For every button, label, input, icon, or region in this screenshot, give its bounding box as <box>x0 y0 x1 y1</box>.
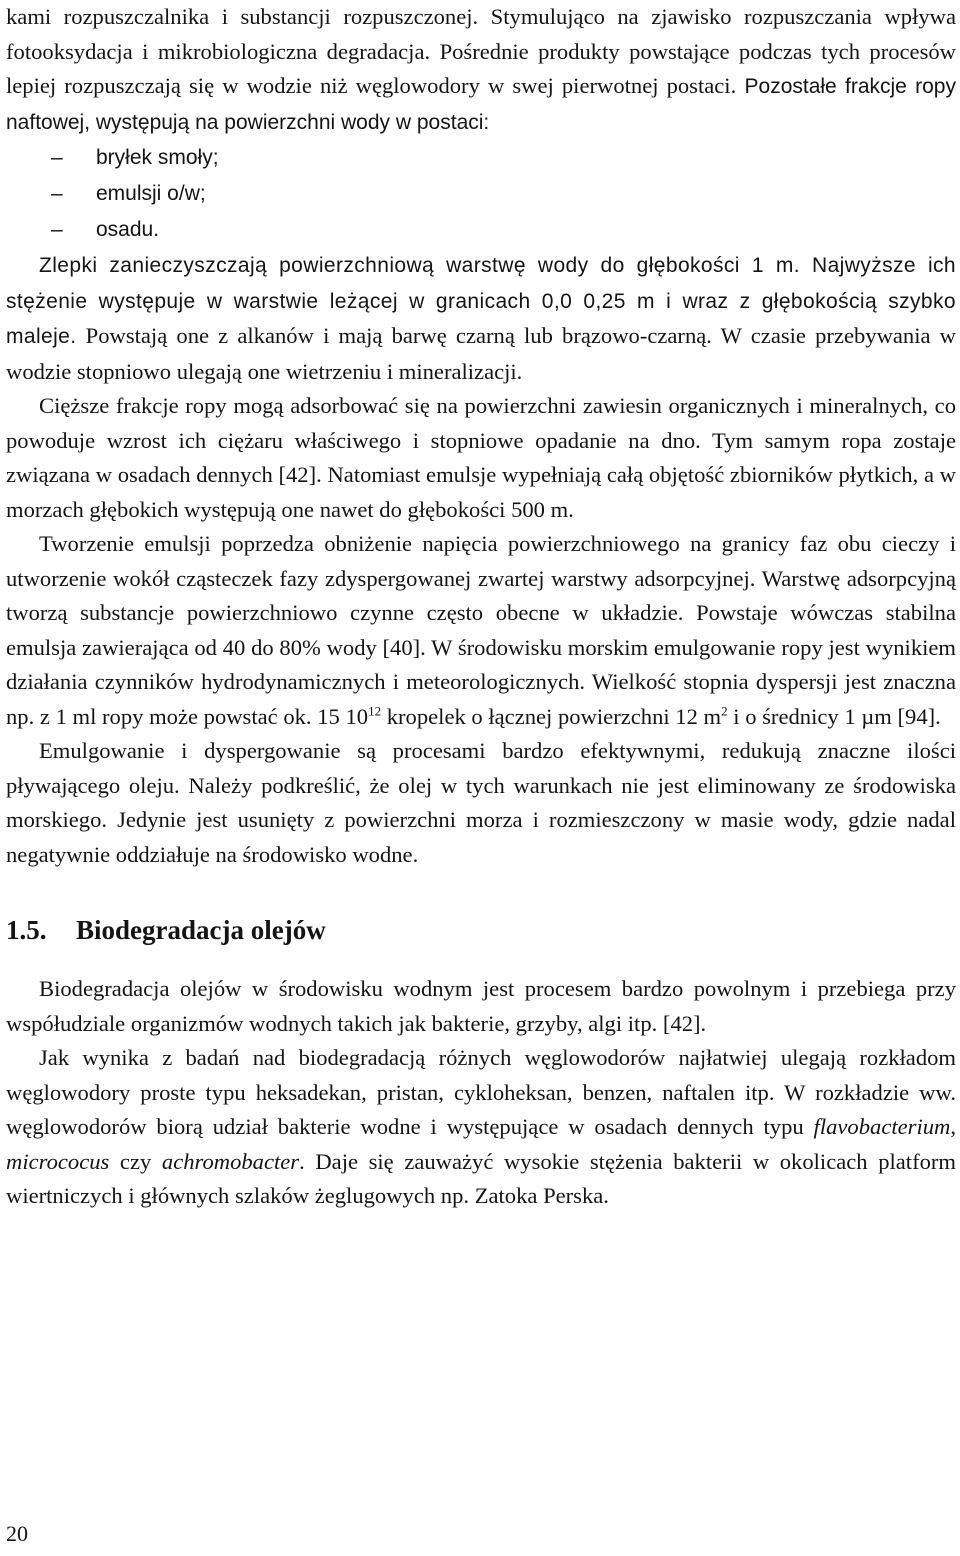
list-item: – emulsji o/w; <box>6 176 956 212</box>
paragraph-hydrocarbons: Jak wynika z badań nad biodegradacją różnych węglowodorów najłatwiej ulegają rozkładom węglowodory proste typu heksadekan, pristan, cykloheksan, benzen, naftalen itp. W rozkładzie ww. węglowodorów biorą udział bakterie wodne i występujące w osadach dennych typu flavobacterium, micrococus czy achromobacter. Daje się zauważyć wysokie stężenia bakterii w okolicach platform wiertniczych i głównych szlaków żeglugowych np. Zatoka Perska. <box>6 1045 956 1208</box>
section-heading <box>6 912 956 948</box>
paragraph-tar-lumps-serif: Powstają one z alkanów i mają barwę czarną lub brązowo-czarną. W czasie przebywania w wodzie stopniowo ulegają one wietrzeniu i mineralizacji. <box>6 323 956 384</box>
paragraph-solubility <box>6 0 956 140</box>
paragraph-heavy-fractions: Cięższe frakcje ropy mogą adsorbować się na powierzchni zawiesin organicznych i mineralnych, co powoduje wzrost ich ciężaru właściwego i stopniowe opadanie na dno. Tym samym ropa zostaje związana w osadach dennych [42]. Natomiast emulsje wypełniają całą objętość zbiorników płytkich, a w morzach głębokich występują one nawet do głębokości 500 m. <box>6 393 956 522</box>
section-number: 1.5. <box>6 915 47 945</box>
bacteria-name: micrococus <box>6 1148 110 1174</box>
paragraph-tar-lumps <box>6 248 956 389</box>
dash-bullet: – <box>51 182 63 205</box>
bacteria-name: achromobacter <box>161 1148 300 1174</box>
exponent: 2 <box>721 702 728 718</box>
page-number: 20 <box>6 1521 28 1546</box>
paragraph-emulsions: Tworzenie emulsji poprzedza obniżenie napięcia powierzchniowego na granicy faz obu cieczy i utworzenie wokół cząsteczek fazy zdyspergowanej zwartej warstwy adsorpcyjnej. Warstwę adsorpcyjną tworzą substancje powierzchniowo czynne często obecne w układzie. Powstaje wówczas stabilna emulsja zawierająca od 40 do 80% wody [40]. W środowisku morskim emulgowanie ropy jest wynikiem działania czynników hydrodynamicznych i meteorologicznych. Wielkość stopnia dyspersji jest znaczna np. z 1 ml ropy może powstać ok. 15 $10^{12}$ kropelek o łącznej powierzchni 12 $m^2$ i o średnicy 1 µm [94]. <box>6 531 956 729</box>
dash-bullet: – <box>51 218 63 241</box>
exponent: 12 <box>368 702 382 718</box>
list-item: – bryłek smoły; <box>6 140 956 176</box>
paragraph-tar-lumps-sans: Zlepki zanieczyszczają powierzchniową warstwę wody do głębokości 1 m. Najwyższe ich stężenie występuje w warstwie leżącej w granicach 0,0 0,25 m i wraz z głębokością szybko maleje. <box>6 254 956 348</box>
paragraph-biodegradation: Biodegradacja olejów w środowisku wodnym jest procesem bardzo powolnym i przebiega przy współudziale organizmów wodnych takich jak bakterie, grzyby, algi itp. [42]. <box>6 976 956 1036</box>
page-content <box>6 0 956 1214</box>
paragraph-solubility-serif: kami rozpuszczalnika i substancji rozpuszczonej. Stymulująco na zjawisko rozpuszczania wpływa fotooksydacja i mikrobiologiczna degradacja. Pośrednie produkty powstające podczas tych procesów lepiej rozpuszczają się w wodzie niż węglowodory w swej pierwotnej postaci. <box>6 4 956 98</box>
paragraph-dispersion: Emulgowanie i dyspergowanie są procesami bardzo efektywnymi, redukują znaczne ilości pływającego oleju. Należy podkreślić, że olej w tych warunkach nie jest eliminowany ze środowiska morskiego. Jedynie jest usunięty z powierzchni morza i rozmieszczony w masie wody, gdzie nadal negatywnie oddziałuje na środowisko wodne. <box>6 738 956 867</box>
list-item: – osadu. <box>6 212 956 248</box>
section-title: Biodegradacja olejów <box>76 915 326 945</box>
oil-forms-list <box>6 140 956 248</box>
dash-bullet: – <box>51 146 63 169</box>
paragraph-solubility-sans: Pozostałe frakcje ropy naftowej, występują na powierzchni wody w postaci: <box>6 75 956 134</box>
bacteria-name: flavobacterium <box>813 1114 951 1139</box>
